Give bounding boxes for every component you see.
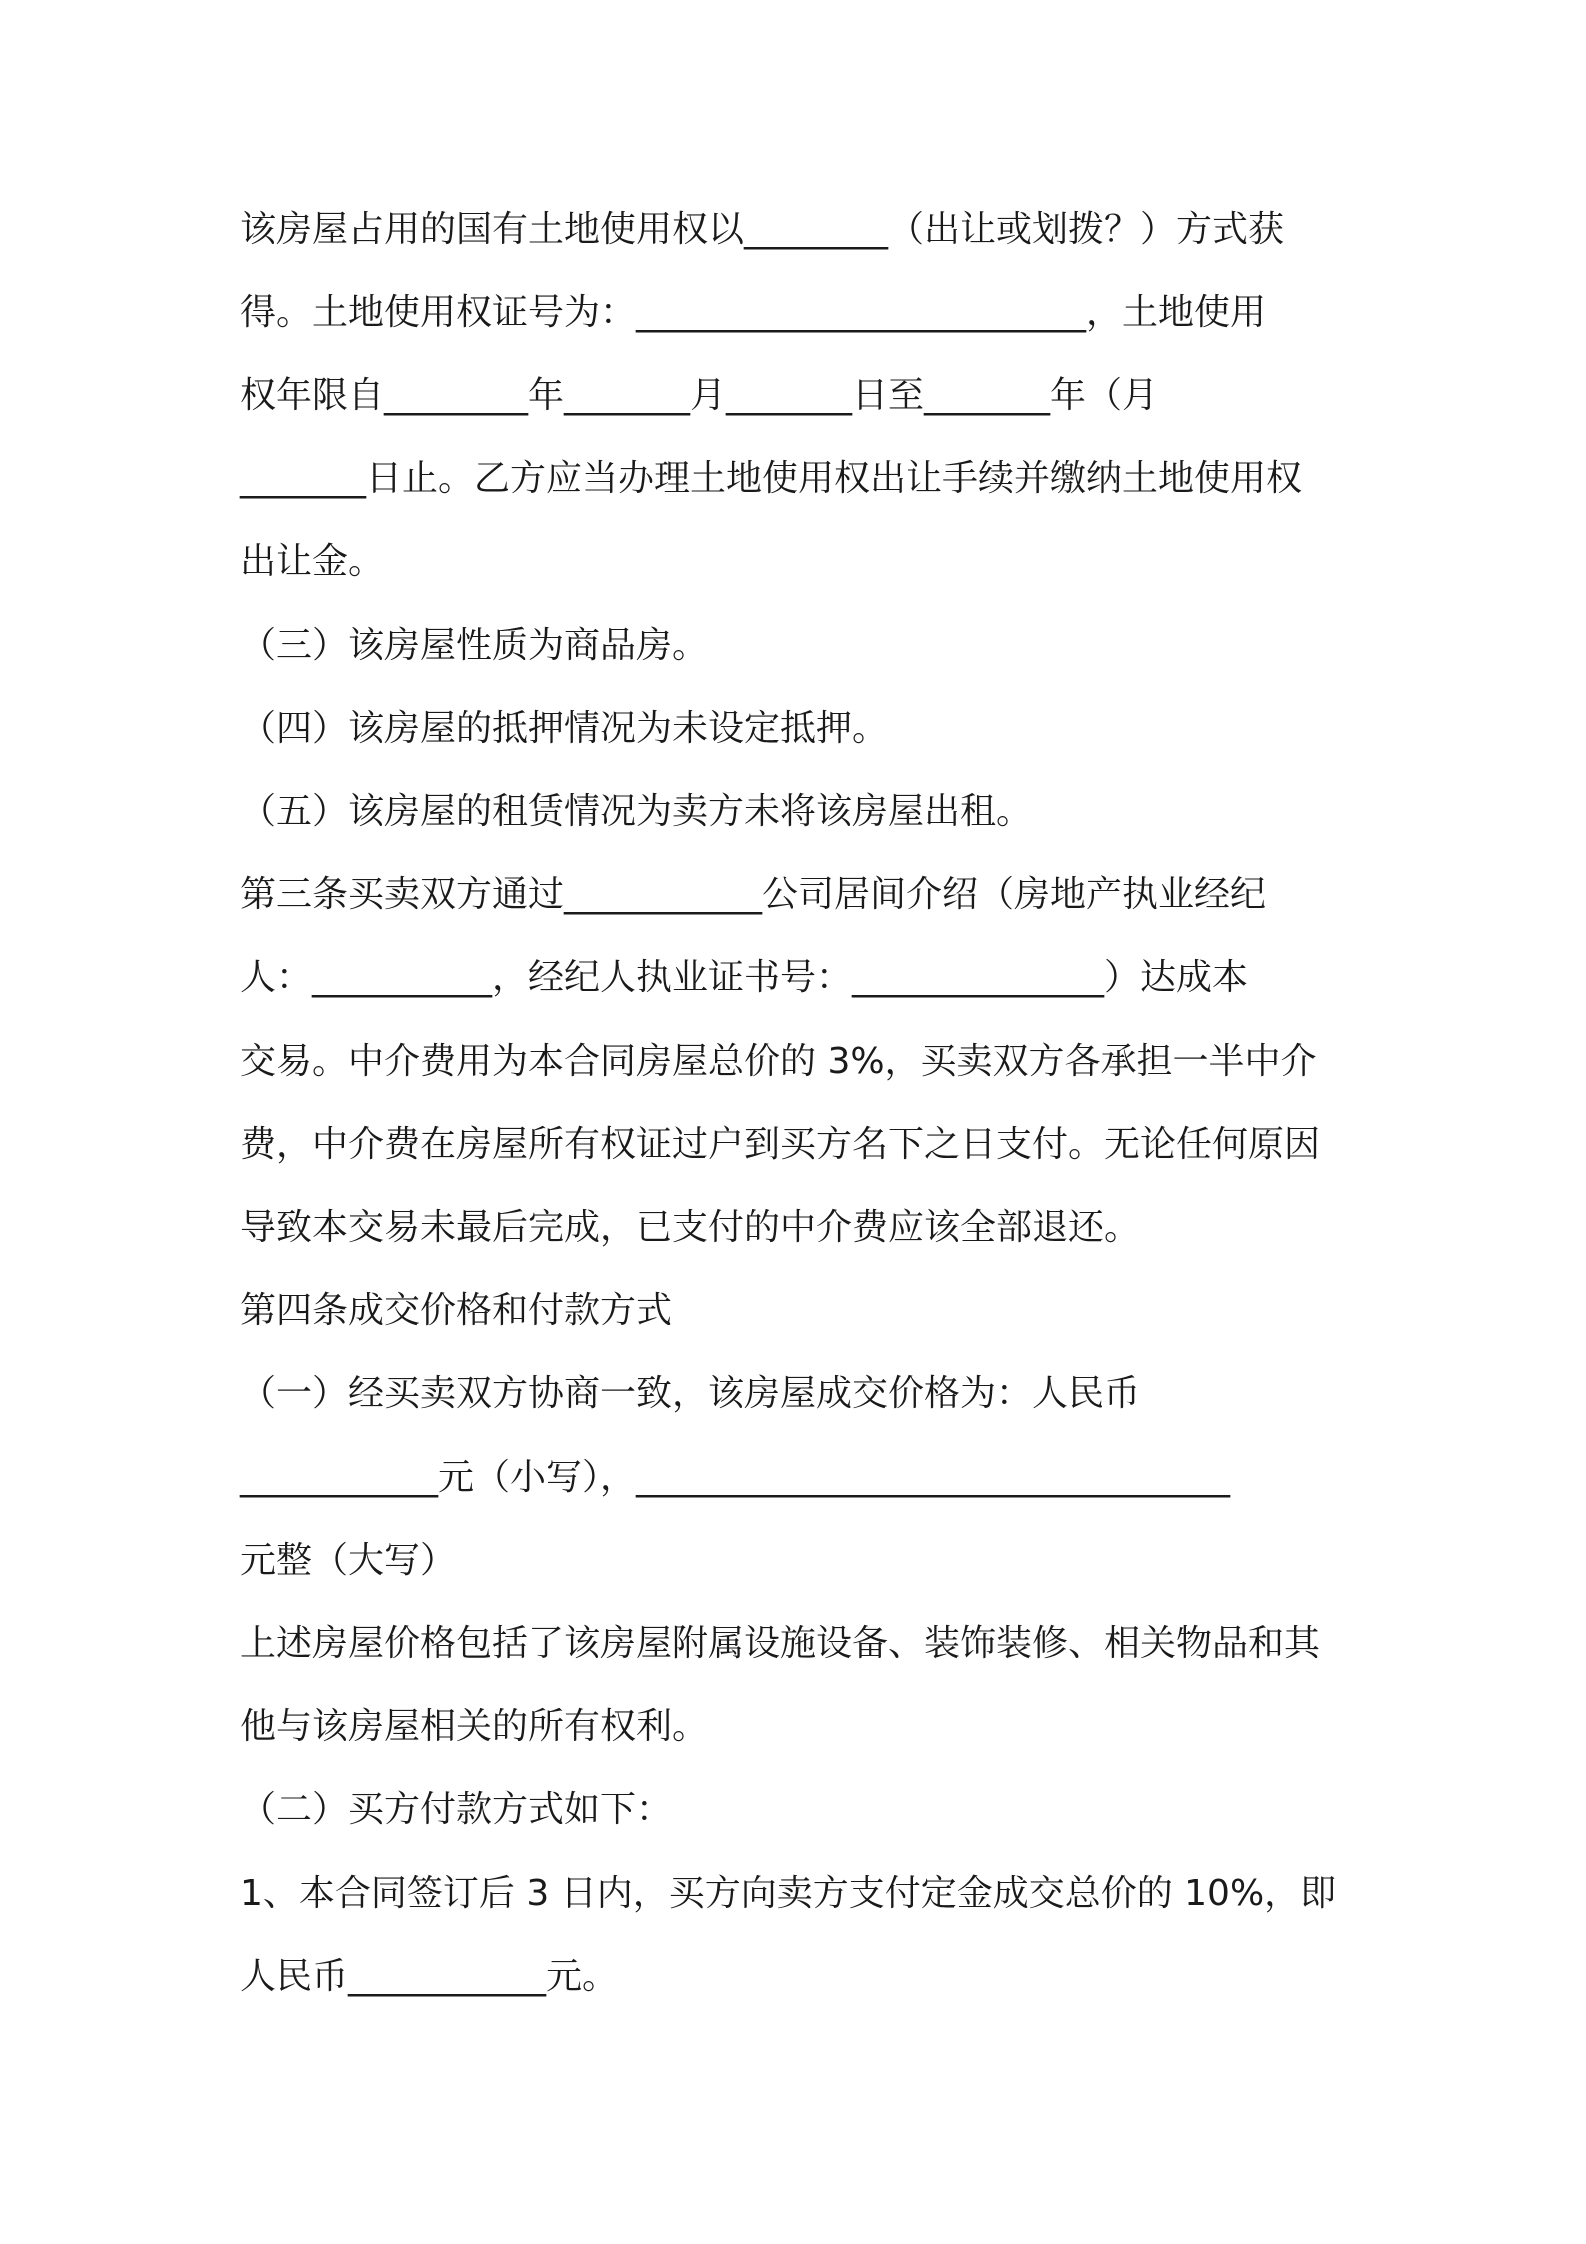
text-line: （一）经买卖双方协商一致，该房屋成交价格为：人民币 [240,1373,1141,1414]
text-line: 得。土地使用权证号为：_________________________，土地使用 [240,292,1267,333]
text-line: 第三条买卖双方通过___________公司居间介绍（房地产执业经纪 [240,874,1267,915]
text-line: 人：__________，经纪人执业证书号：______________）达成本 [240,957,1249,998]
section-heading: 第四条成交价格和付款方式 [240,1290,673,1331]
text-line: 该房屋占用的国有土地使用权以________（出让或划拨？）方式获 [240,209,1285,250]
text-line: 他与该房屋相关的所有权利。 [240,1706,709,1747]
text-line: （二）买方付款方式如下： [240,1789,673,1830]
text-line: 元整（大写） [240,1540,457,1581]
text-line: 导致本交易未最后完成，已支付的中介费应该全部退还。 [240,1207,1141,1248]
text-line: （五）该房屋的租赁情况为卖方未将该房屋出租。 [240,791,1033,832]
text-line: 出让金。 [240,541,385,582]
text-line: 权年限自________年_______月_______日至_______年（月 [240,375,1159,416]
text-line: 交易。中介费用为本合同房屋总价的 3%，买卖双方各承担一半中介 [240,1041,1317,1082]
text-line: ___________元（小写），_________________________________ [240,1457,1231,1498]
text-line: _______日止。乙方应当办理土地使用权出让手续并缴纳土地使用权 [240,458,1303,499]
text-line: 上述房屋价格包括了该房屋附属设施设备、装饰装修、相关物品和其 [240,1623,1321,1664]
text-line: （四）该房屋的抵押情况为未设定抵押。 [240,708,889,749]
text-line: （三）该房屋性质为商品房。 [240,625,709,666]
text-line: 费，中介费在房屋所有权证过户到买方名下之日支付。无论任何原因 [240,1124,1321,1165]
text-line: 人民币___________元。 [240,1956,619,1997]
text-line: 1、本合同签订后 3 日内，买方向卖方支付定金成交总价的 10%，即 [240,1873,1337,1914]
